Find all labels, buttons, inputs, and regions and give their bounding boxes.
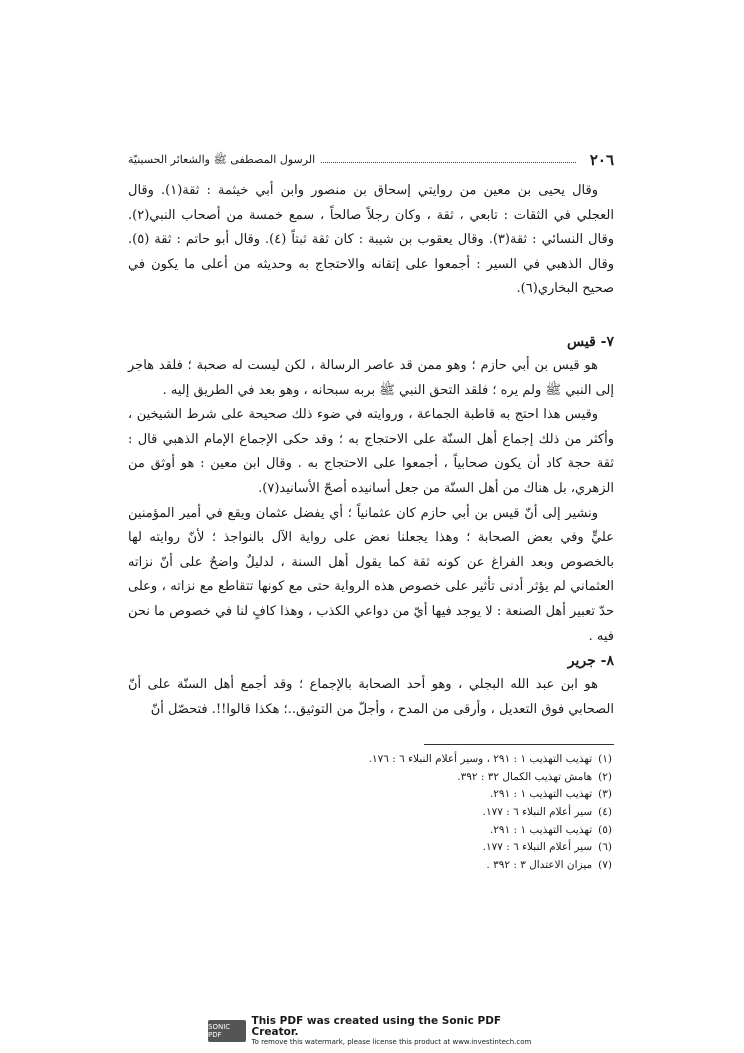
pdf-watermark [208, 1014, 548, 1046]
page-header [128, 145, 614, 169]
footnote-item: (٥) تهذيب التهذيب ١ : ٢٩١. [489, 823, 612, 836]
qays-paragraph-1: هو قيس بن أبي حازم ؛ وهو ممن قد عاصر الرسالة ، لكن ليست له صحبة ؛ فلقد هاجر إلى النبي ﷺ ولم يره ؛ فلقد التحق النبي ﷺ بربه سبحانه ، وهو بعد في الطريق إليه . [128, 357, 614, 398]
footnote-item: (٧) ميزان الاعتدال ٣ : ٣٩٢ . [486, 858, 612, 871]
sonic-pdf-logo: SONIC PDF [208, 1020, 246, 1042]
footnote-item: (٦) سير أعلام النبلاء ٦ : ١٧٧. [482, 841, 612, 854]
footnote-item: (٢) هامش تهذيب الكمال ٣٢ : ٣٩٢. [457, 770, 612, 783]
footnotes-list [128, 751, 614, 874]
page-number: ٢٠٦ [589, 151, 614, 169]
intro-paragraph: وقال يحيى بن معين من روايتي إسحاق بن منصور وابن أبي خيثمة : ثقة(١). وقال العجلي في الثقات : تابعي ، ثقة ، وكان رجلاً صالحاً ، سمع خمسة من أصحاب النبي(٢). وقال النسائي : ثقة(٣). وقال يعقوب بن شيبة : كان ثقة ثبتاً (٤). وقال أبو حاتم : ثقة (٥). وقال الذهبي في السير : أجمعوا على إتقانه والاحتجاج به وحديثه من أعلى ما يكون في صحيح البخاري(٦). [128, 183, 614, 297]
running-title: الرسول المصطفى ﷺ والشعائر الحسينيّة [128, 153, 316, 166]
section-heading-jarir: ٨- جرير [567, 653, 614, 670]
page-body [128, 179, 614, 722]
footnote-item: (٣) تهذيب التهذيب ١ : ٢٩١. [489, 788, 612, 801]
footnote-item: (١) تهذيب التهذيب ١ : ٢٩١ ، وسير أعلام النبلاء ٦ : ١٧٦. [368, 753, 612, 766]
header-dotted-rule [321, 162, 576, 163]
footnote-separator [424, 744, 614, 745]
qays-paragraph-3: ونشير إلى أنّ قيس بن أبي حازم كان عثمانياً ؛ أي يفضل عثمان ويقع في أمير المؤمنين عليٍّ وفي بعض الصحابة ؛ وهذا يجعلنا نعض على رواية الآل بالنواجذ ؛ لأنّ روايته لها بالخصوص وبعد الفراغ عن كونه ثقة كما يقول أهل السنة ، لدليلٌ واضحٌ على أنّ نزاته العثماني لم يؤثر أدنى تأثير على خصوص هذه الرواية حتى مع كونها تتقاطع مع نزاته ، وعلى حدّ تعبير أهل الصنعة : لا يوجد فيها أيّ من دواعي الكذب ، وهذا كافٍ لنا في خصوص ما نحن فيه . [128, 505, 614, 644]
book-page [128, 145, 614, 874]
watermark-line-2[interactable]: To remove this watermark, please license this product at www.investintech.com [251, 1037, 532, 1046]
footnote-item: (٤) سير أعلام النبلاء ٦ : ١٧٧. [482, 806, 612, 819]
section-heading-qays: ٧- قيس [567, 333, 614, 350]
qays-paragraph-2: وقيس هذا احتج به قاطبة الجماعة ، وروايته في ضوء ذلك صحيحة على شرط الشيخين ، وأكثر من ذلك إجماع أهل السنّة على الاحتجاج به ؛ وقد حكى الإجماع الإمام الذهبي قال : ثقة حجة كاد أن يكون صحابياً ، أجمعوا على الاحتجاج به . وقال ابن معين : هو أوثق من الزهري، بل هناك من أهل السنّة من جعل أسانيده أصحّ الأسانيد(٧). [128, 407, 614, 496]
watermark-line-1: This PDF was created using the Sonic PDF Creator. [251, 1014, 502, 1039]
jarir-paragraph-1: هو ابن عبد الله البجلي ، وهو أحد الصحابة بالإجماع ؛ وقد أجمع أهل السنّة على أنّ الصحابي فوق التعديل ، وأرقى من المدح ، وأجلّ من التوثيق..؛ هكذا قالوا!!. فتحصّل أنّ [128, 677, 614, 717]
